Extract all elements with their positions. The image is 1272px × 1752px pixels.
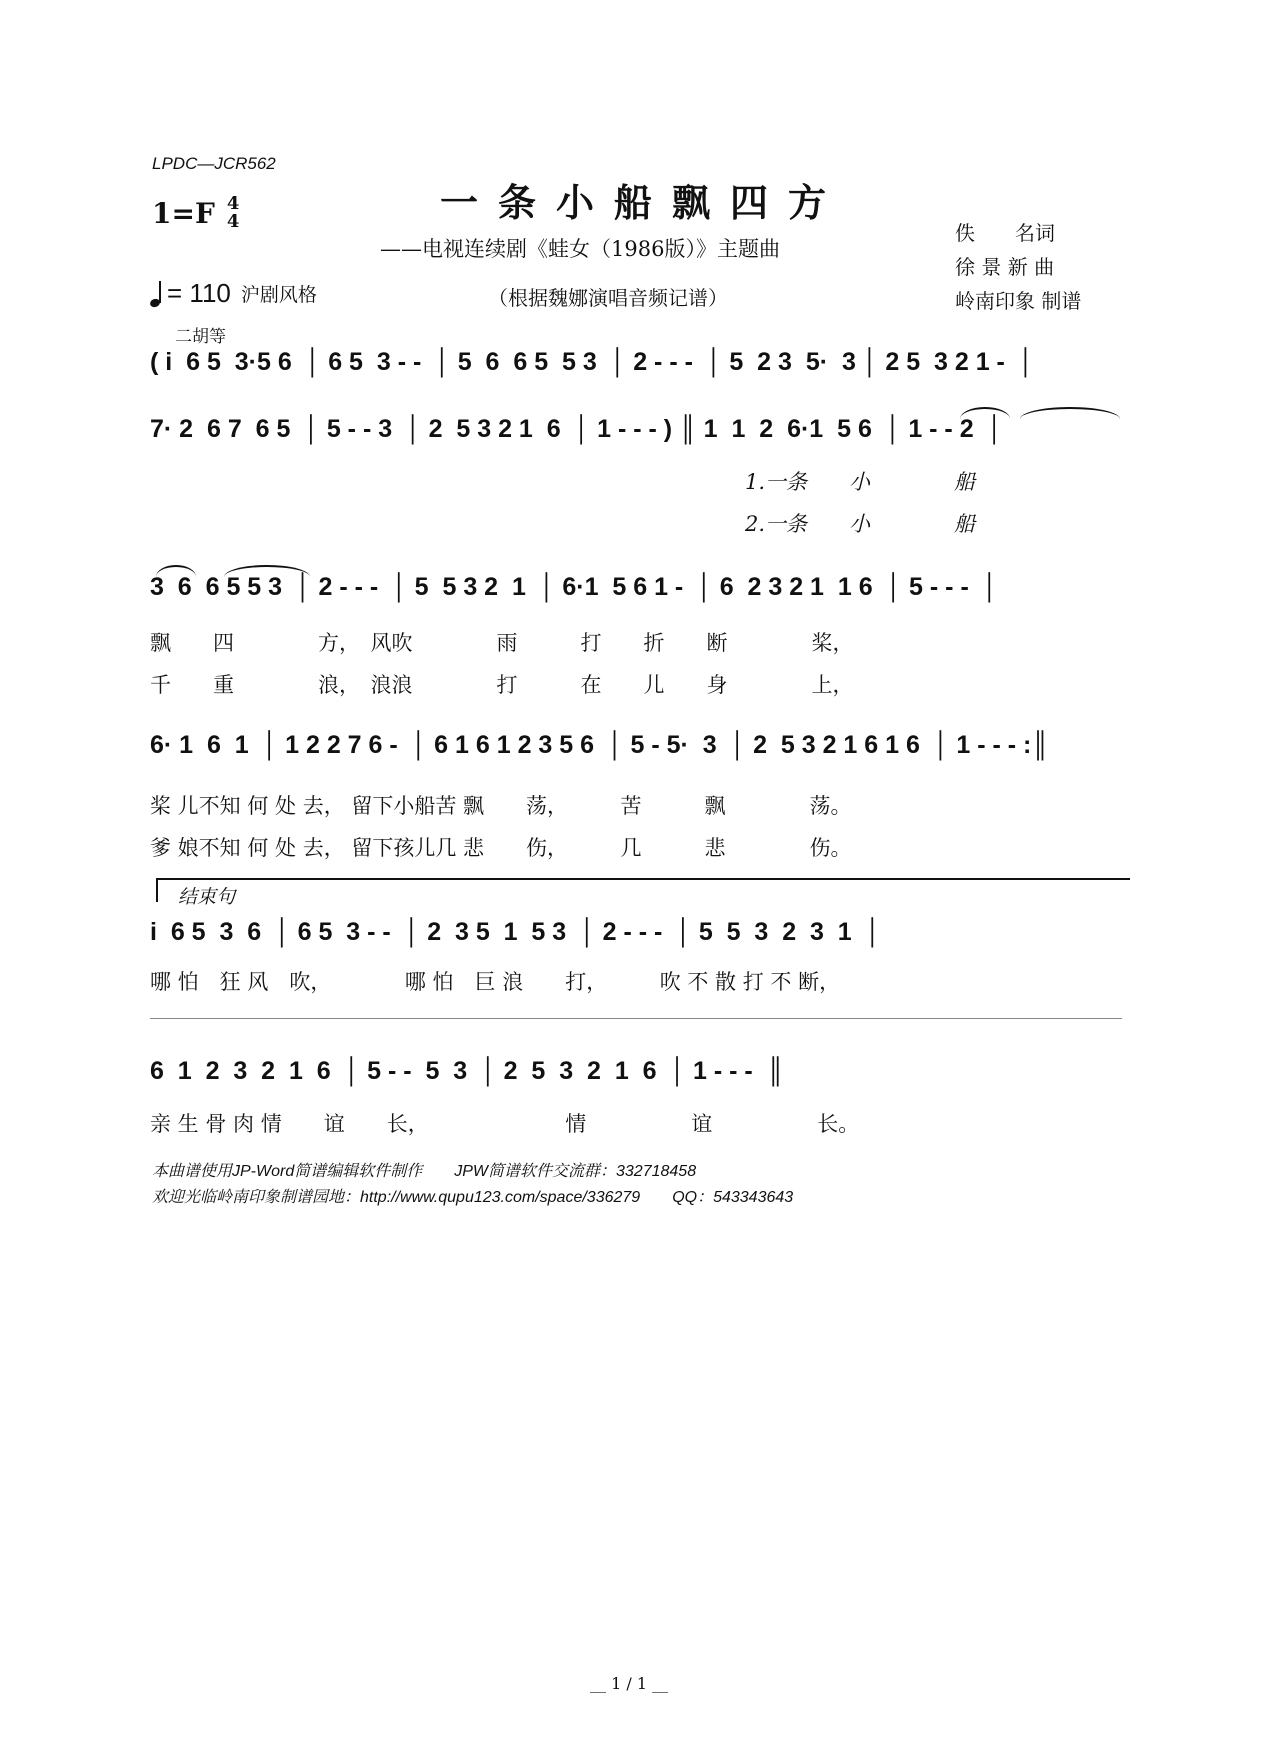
ending-bracket-tick xyxy=(156,878,158,902)
notation-line: i 6 5 3 6 │ 6 5 3 - - │ 2 3 5 1 5 3 │ 2 - - - │ 5 5 3 2 3 1 │ xyxy=(150,918,882,946)
notation-line: 7· 2 6 7 6 5 │ 5 - - 3 │ 2 5 3 2 1 6 │ 1 - - - ) ║ 1 1 2 6·1 5 6 │ 1 - - 2 │ xyxy=(150,415,1004,443)
ending-bracket-line xyxy=(156,878,1130,880)
score-row-4 xyxy=(150,731,1130,771)
tempo-value: = 110 xyxy=(167,278,231,308)
score-row-3 xyxy=(150,573,1130,613)
score-row-5 xyxy=(150,918,1130,958)
score-row-2 xyxy=(150,415,1130,455)
slur xyxy=(156,565,196,577)
time-signature: 4 4 xyxy=(226,193,240,232)
instrument-label: 二胡等 xyxy=(175,327,226,346)
quarter-note-icon xyxy=(150,281,161,307)
notation-line: 3 6 6 5 5 3 │ 2 - - - │ 5 5 3 2 1 │ 6·1 5 6 1 - │ 6 2 3 2 1 1 6 │ 5 - - - │ xyxy=(150,573,999,601)
ending-label: 结束句 xyxy=(178,886,236,908)
slur xyxy=(960,407,1010,419)
lyrics-row3-verse2: 千 重 浪， 浪浪 打 在 儿 身 上， xyxy=(150,673,854,697)
lyrics-row4-verse1: 桨 儿不知 何 处 去， 留下小船苦 飘 荡， 苦 飘 荡。 xyxy=(150,794,852,818)
footer-line-2: 欢迎光临岭南印象制谱园地：http://www.qupu123.com/space/336279 QQ：543343643 xyxy=(152,1189,794,1206)
slur xyxy=(224,565,310,577)
song-subtitle: ——电视连续剧《蛙女（1986版）》主题曲 xyxy=(380,237,780,261)
lyrics-row4-verse2: 爹 娘不知 何 处 去， 留下孩儿几 悲 伤， 几 悲 伤。 xyxy=(150,836,852,860)
score-code: LPDC—JCR562 xyxy=(152,154,276,173)
composer: 徐 景 新 曲 xyxy=(955,255,1055,279)
tempo-marking xyxy=(150,278,317,309)
score-row-1 xyxy=(150,348,1130,388)
notation-line: 6· 1 6 1 │ 1 2 2 7 6 - │ 6 1 6 1 2 3 5 6 │ 5 - 5· 3 │ 2 5 3 2 1 6 1 6 │ 1 - - - :║ xyxy=(150,731,1050,759)
footer-line-1: 本曲谱使用JP-Word简谱编辑软件制作 JPW简谱软件交流群：332718458 xyxy=(152,1163,697,1180)
transcription-source: （根据魏娜演唱音频记谱） xyxy=(488,286,728,310)
lyrics-row5: 哪 怕 狂 风 吹， 哪 怕 巨 浪 打， 吹 不 散 打 不 断， xyxy=(150,970,841,994)
lyrics-row2-verse1: 1.一条 小 船 xyxy=(745,470,976,494)
key-label: 1=F xyxy=(152,196,215,230)
lyrics-row6: 亲 生 骨 肉 情 谊 长， 情 谊 长。 xyxy=(150,1112,860,1136)
page-number: __ 1 / 1 __ xyxy=(590,1674,669,1693)
score-row-6 xyxy=(150,1057,1130,1097)
lyrics-row2-verse2: 2.一条 小 船 xyxy=(745,512,976,536)
lyricist: 佚 名词 xyxy=(955,221,1055,245)
key-signature xyxy=(152,195,239,231)
notation-line: ( i 6 5 3·5 6 │ 6 5 3 - - │ 5 6 6 5 5 3 │ 2 - - - │ 5 2 3 5· 3 │ 2 5 3 2 1 - │ xyxy=(150,348,1035,376)
divider xyxy=(150,1018,1122,1019)
transcriber: 岭南印象 制谱 xyxy=(955,289,1082,313)
slur xyxy=(1020,407,1120,419)
song-title: 一条小船飘四方 xyxy=(440,180,847,225)
notation-line: 6 1 2 3 2 1 6 │ 5 - - 5 3 │ 2 5 3 2 1 6 │ 1 - - - ║ xyxy=(150,1057,785,1085)
style-label: 沪剧风格 xyxy=(240,285,317,306)
credits xyxy=(955,216,1081,318)
lyrics-row3-verse1: 飘 四 方， 风吹 雨 打 折 断 桨， xyxy=(150,631,854,655)
